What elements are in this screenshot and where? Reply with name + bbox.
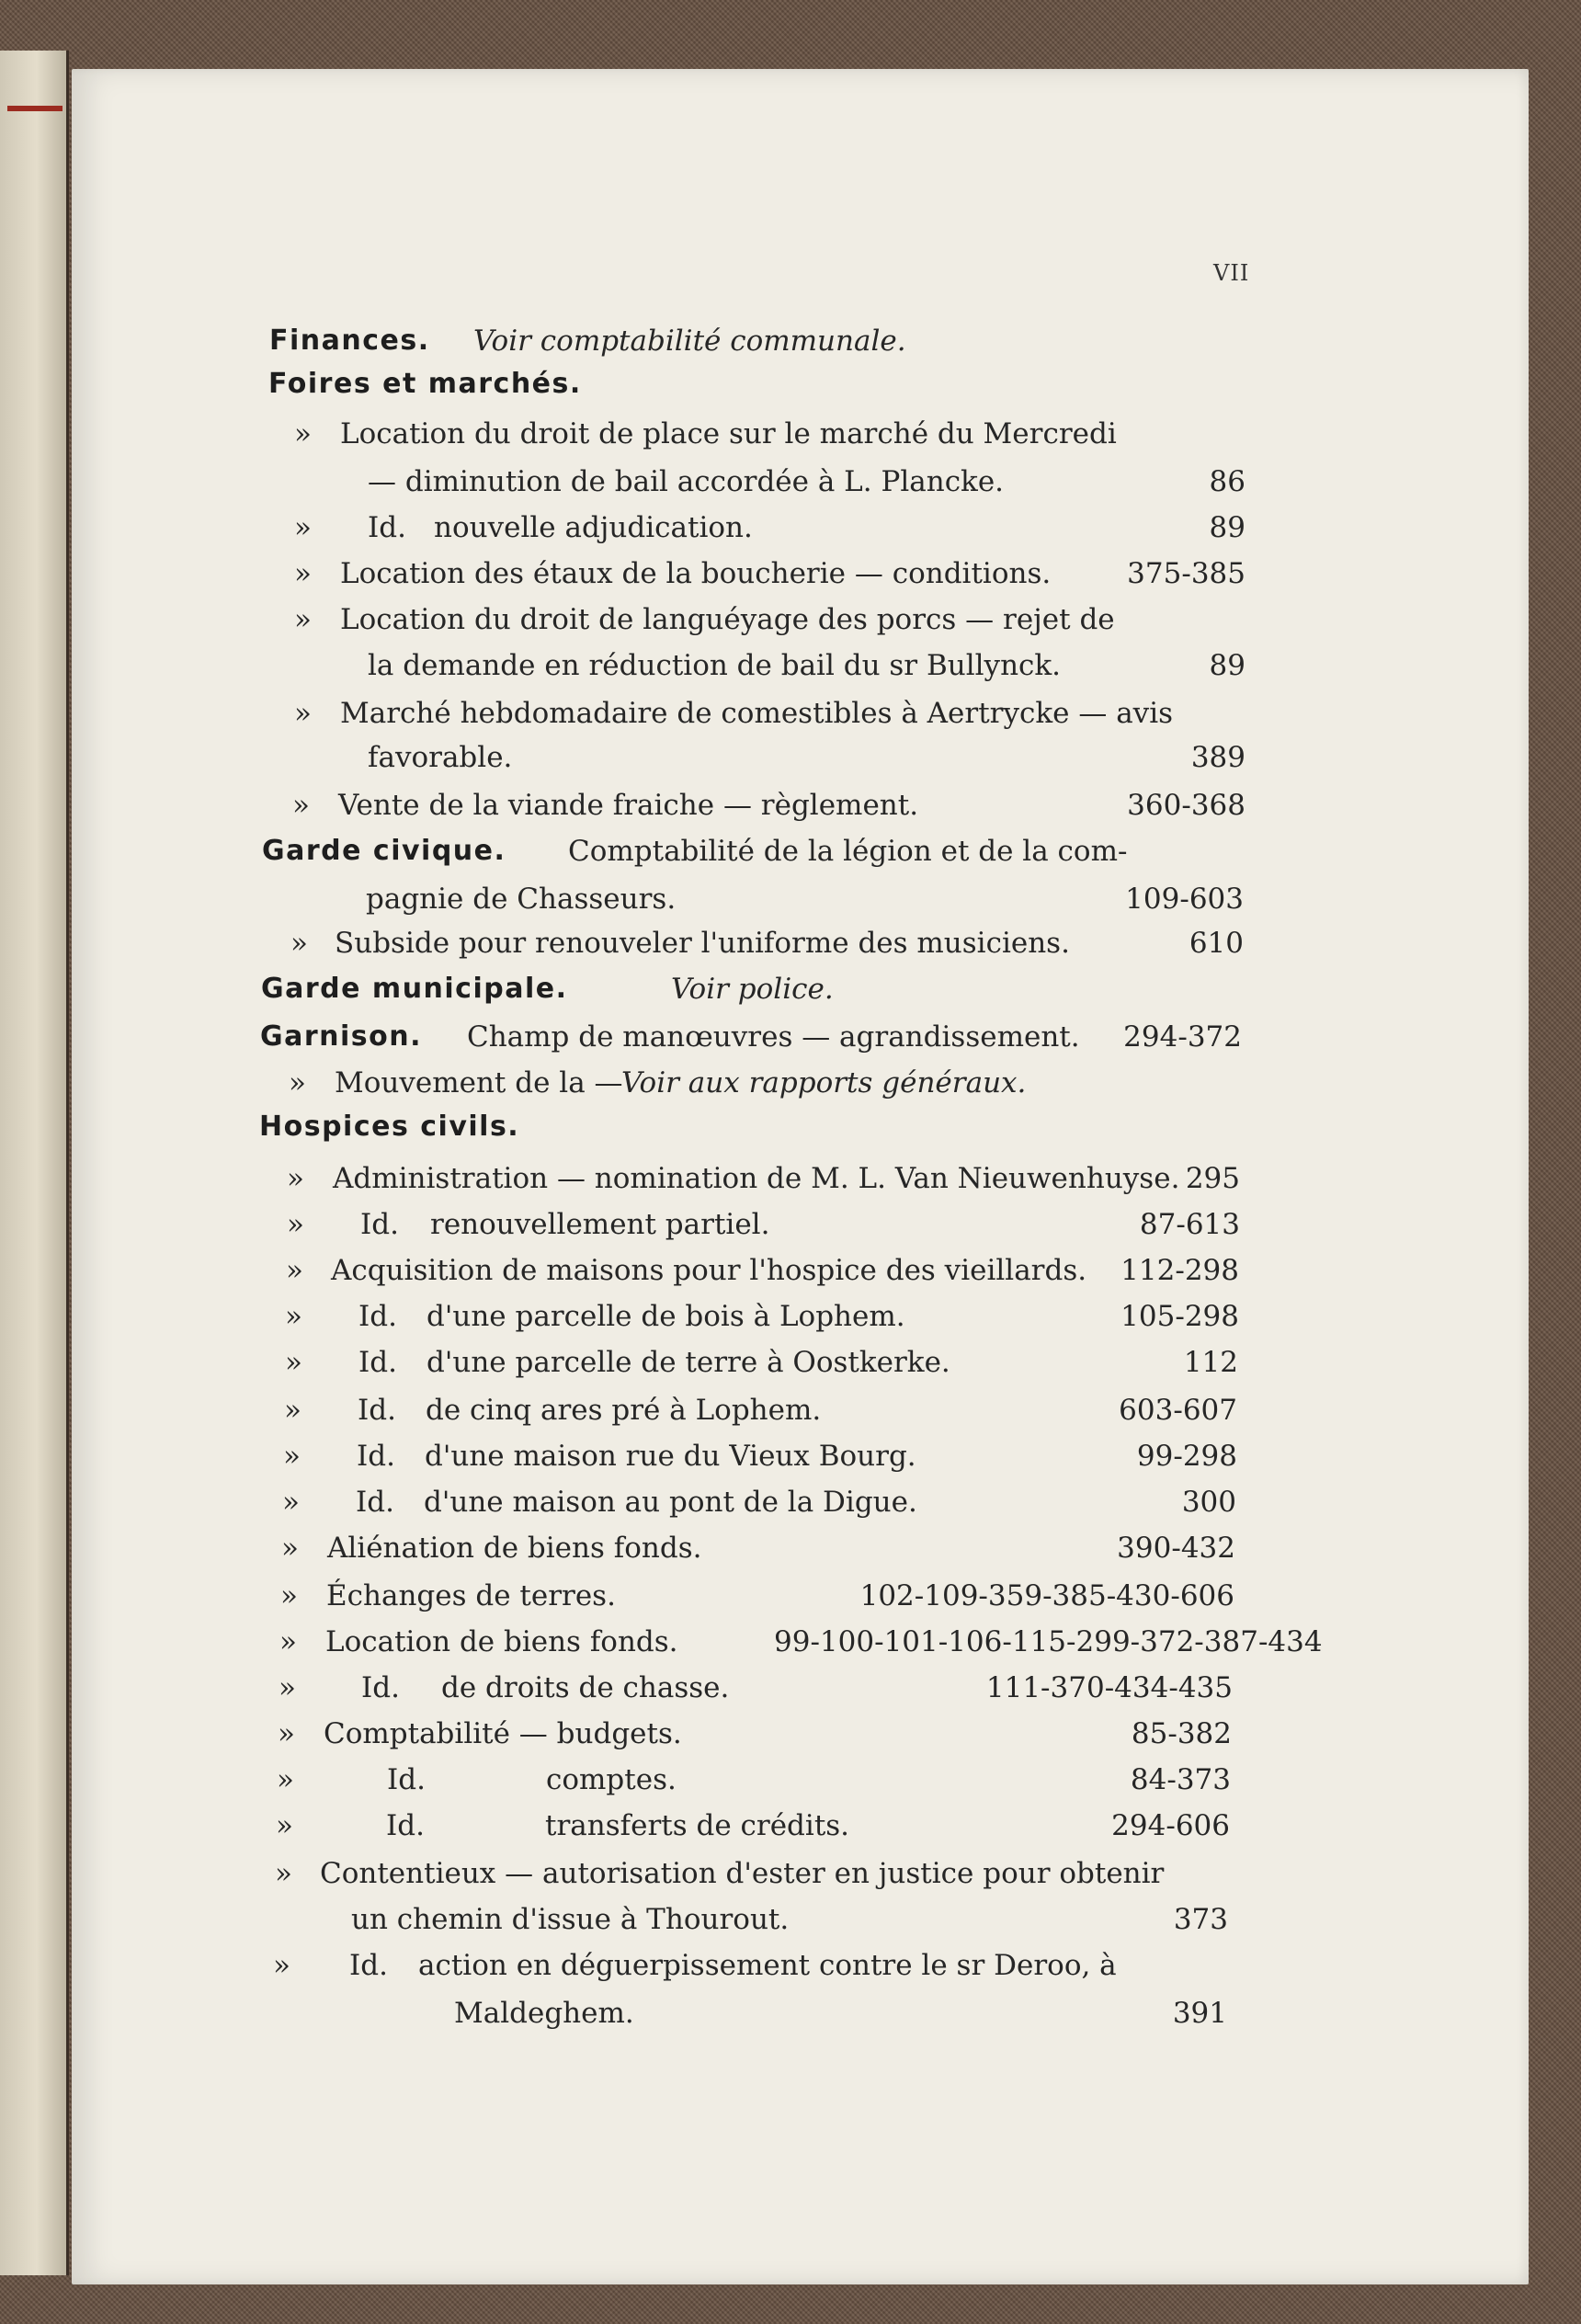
ditto-mark: » <box>294 697 312 730</box>
id-label: Id. <box>356 1486 394 1519</box>
index-subentry <box>0 1578 1581 1618</box>
ditto-mark: » <box>278 1717 295 1750</box>
entry-text: de droits de chasse. <box>441 1671 730 1704</box>
ditto-mark: » <box>279 1671 296 1704</box>
page-refs: 111-370-434-435 <box>985 1671 1233 1704</box>
page-refs: 610 <box>1189 927 1244 960</box>
entry-heading: Finances. <box>269 325 430 357</box>
ditto-mark: » <box>287 1208 304 1241</box>
index-subentry <box>0 1392 1581 1432</box>
entry-text: nouvelle adjudication. <box>434 511 753 544</box>
index-continuation <box>0 647 1581 688</box>
index-subentry <box>0 695 1581 735</box>
entry-text: Location des étaux de la boucherie — conditions. <box>340 557 1052 590</box>
entry-text: Location du droit de place sur le marché du Mercredi <box>340 417 1117 450</box>
index-subentry <box>0 1344 1581 1384</box>
ditto-mark: » <box>276 1809 293 1842</box>
ditto-mark: » <box>290 927 308 960</box>
page-number: VII <box>1213 260 1250 286</box>
entry-text: d'une parcelle de terre à Oostkerke. <box>427 1346 950 1379</box>
entry-text: Voir comptabilité communale. <box>473 325 906 358</box>
ditto-mark: » <box>275 1857 292 1890</box>
index-subentry <box>0 1715 1581 1756</box>
ditto-mark: » <box>280 1579 298 1612</box>
entry-heading: Garde municipale. <box>261 973 568 1005</box>
entry-text: Maldeghem. <box>454 1997 634 2030</box>
entry-heading: Hospices civils. <box>259 1111 520 1143</box>
entry-text: Mouvement de la — <box>335 1066 623 1099</box>
id-label: Id. <box>361 1671 400 1704</box>
index-entry-garnison <box>0 1019 1581 1059</box>
index-subentry <box>0 1761 1581 1802</box>
index-continuation <box>0 1995 1581 2035</box>
page-refs: 89 <box>1209 511 1245 544</box>
ditto-mark: » <box>286 1254 303 1287</box>
ditto-mark: » <box>283 1440 301 1473</box>
entry-text: d'une maison au pont de la Digue. <box>424 1486 917 1519</box>
entry-text: Vente de la viande fraiche — règlement. <box>338 789 919 822</box>
entry-text: Administration — nomination de M. L. Van Nieuwenhuyse. <box>333 1162 1180 1195</box>
page-refs: 294-372 <box>1123 1020 1242 1054</box>
page-refs: 295 <box>1185 1162 1240 1195</box>
entry-text: transferts de crédits. <box>545 1809 850 1842</box>
id-label: Id. <box>358 1346 397 1379</box>
index-subentry <box>0 1252 1581 1293</box>
entry-text: Marché hebdomadaire de comestibles à Aertrycke — avis <box>340 697 1174 730</box>
page-refs: 89 <box>1209 649 1245 682</box>
index-subentry <box>0 1484 1581 1524</box>
entry-text: la demande en réduction de bail du sr Bullynck. <box>368 649 1062 682</box>
entry-text: de cinq ares pré à Lophem. <box>426 1394 822 1427</box>
page-refs: 84-373 <box>1130 1763 1231 1796</box>
page-refs: 294-606 <box>1111 1809 1230 1842</box>
entry-heading: Garnison. <box>260 1020 423 1053</box>
ditto-mark: » <box>289 1066 306 1099</box>
entry-text: Acquisition de maisons pour l'hospice des vieillards. <box>331 1254 1087 1287</box>
index-subentry <box>0 787 1581 827</box>
index-subentry <box>0 1160 1581 1201</box>
entry-text: Échanges de terres. <box>326 1579 616 1612</box>
entry-heading: Garde civique. <box>262 835 506 867</box>
ditto-mark: » <box>273 1949 290 1982</box>
page-refs: 86 <box>1209 465 1245 498</box>
index-subentry <box>0 416 1581 456</box>
entry-text: renouvellement partiel. <box>430 1208 770 1241</box>
page-refs: 112-298 <box>1120 1254 1239 1287</box>
ditto-mark: » <box>277 1763 294 1796</box>
entry-crossref: Voir aux rapports généraux. <box>621 1066 1027 1099</box>
page-refs: 99-298 <box>1136 1440 1237 1473</box>
index-entry-hospices <box>0 1109 1581 1149</box>
page-refs: 390-432 <box>1117 1532 1235 1565</box>
page-refs: 102-109-359-385-430-606 <box>859 1579 1234 1612</box>
index-subentry <box>0 1623 1581 1664</box>
ditto-mark: » <box>284 1394 301 1427</box>
id-label: Id. <box>358 1300 397 1333</box>
ditto-mark: » <box>285 1300 302 1333</box>
index-subentry <box>0 555 1581 596</box>
index-subentry <box>0 601 1581 642</box>
index-continuation <box>0 739 1581 780</box>
index-subentry <box>0 1947 1581 1988</box>
page-refs: 300 <box>1181 1486 1236 1519</box>
index-subentry <box>0 1438 1581 1478</box>
index-subentry <box>0 1530 1581 1570</box>
entry-text: Subside pour renouveler l'uniforme des musiciens. <box>335 927 1070 960</box>
page-refs: 87-613 <box>1139 1208 1240 1241</box>
entry-text: action en déguerpissement contre le sr Deroo, à <box>418 1949 1117 1982</box>
entry-text: pagnie de Chasseurs. <box>366 883 677 916</box>
page-refs: 373 <box>1173 1903 1228 1936</box>
entry-text: favorable. <box>368 741 513 774</box>
entry-text: — diminution de bail accordée à L. Plancke. <box>368 465 1005 498</box>
entry-text: Aliénation de biens fonds. <box>327 1532 702 1565</box>
index-entry-garde-civique <box>0 833 1581 873</box>
ditto-mark: » <box>294 557 312 590</box>
entry-text: Comptabilité — budgets. <box>324 1717 682 1750</box>
page-refs: 105-298 <box>1120 1300 1239 1333</box>
page-refs: 99-100-101-106-115-299-372-387-434 <box>774 1625 1323 1658</box>
id-label: Id. <box>360 1208 399 1241</box>
index-subentry <box>0 509 1581 550</box>
index-subentry <box>0 1206 1581 1247</box>
entry-text: Contentieux — autorisation d'ester en justice pour obtenir <box>320 1857 1165 1890</box>
entry-text: d'une parcelle de bois à Lophem. <box>427 1300 905 1333</box>
page-refs: 603-607 <box>1119 1394 1237 1427</box>
ditto-mark: » <box>294 417 312 450</box>
ditto-mark: » <box>281 1532 299 1565</box>
index-subentry <box>0 1807 1581 1848</box>
index-subentry <box>0 925 1581 965</box>
page-refs: 360-368 <box>1127 789 1245 822</box>
ditto-mark: » <box>292 789 310 822</box>
page-refs: 85-382 <box>1131 1717 1232 1750</box>
entry-text: Comptabilité de la légion et de la com- <box>568 835 1128 868</box>
entry-text: Location du droit de languéyage des porcs — rejet de <box>340 603 1115 636</box>
index-continuation <box>0 881 1581 921</box>
page-refs: 112 <box>1183 1346 1238 1379</box>
page-refs: 109-603 <box>1125 883 1244 916</box>
index-continuation <box>0 1901 1581 1942</box>
index-entry-garde-municipale <box>0 971 1581 1011</box>
ditto-mark: » <box>279 1625 297 1658</box>
index-continuation <box>0 463 1581 504</box>
index-subentry <box>0 1855 1581 1896</box>
ditto-mark: » <box>294 603 312 636</box>
entry-text: un chemin d'issue à Thourout. <box>351 1903 790 1936</box>
entry-heading: Foires et marchés. <box>268 368 582 400</box>
page-refs: 391 <box>1172 1997 1227 2030</box>
ditto-mark: » <box>287 1162 304 1195</box>
index-subentry <box>0 1669 1581 1710</box>
id-label: Id. <box>349 1949 388 1982</box>
id-label: Id. <box>358 1394 396 1427</box>
entry-text: Champ de manœuvres — agrandissement. <box>467 1020 1080 1054</box>
ditto-mark: » <box>282 1486 300 1519</box>
ditto-mark: » <box>285 1346 302 1379</box>
ditto-mark: » <box>294 511 312 544</box>
id-label: Id. <box>357 1440 395 1473</box>
spine-mark <box>7 106 63 111</box>
index-entry-finances <box>0 323 1581 363</box>
entry-text: Location de biens fonds. <box>325 1625 678 1658</box>
entry-text: d'une maison rue du Vieux Bourg. <box>425 1440 916 1473</box>
index-subentry <box>0 1298 1581 1339</box>
entry-text: comptes. <box>546 1763 677 1796</box>
id-label: Id. <box>386 1809 425 1842</box>
index-entry-foires <box>0 366 1581 406</box>
id-label: Id. <box>387 1763 426 1796</box>
page-refs: 389 <box>1190 741 1245 774</box>
entry-text: Voir police. <box>671 973 834 1006</box>
page-refs: 375-385 <box>1127 557 1245 590</box>
id-label: Id. <box>368 511 406 544</box>
index-subentry <box>0 1065 1581 1105</box>
